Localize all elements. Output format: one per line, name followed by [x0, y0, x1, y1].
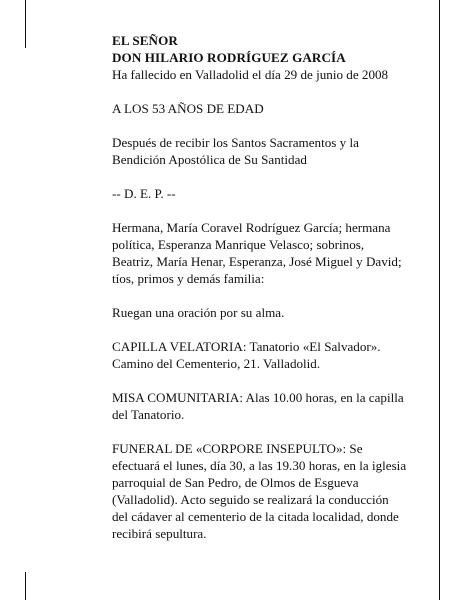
funeral-line-6: recibirá sepultura. — [112, 526, 207, 541]
frame-left-bottom-line — [25, 572, 26, 600]
death-notice — [112, 32, 417, 542]
funeral-line-1: FUNERAL DE «CORPORE INSEPULTO»: Se — [112, 441, 363, 456]
funeral-line-5: del cádaver al cementerio de la citada localidad, donde — [112, 509, 399, 524]
family-line-2: política, Esperanza Manrique Velasco; sobrinos, — [112, 237, 365, 252]
mass-line-1: MISA COMUNITARIA: Alas 10.00 horas, en la capilla — [112, 390, 404, 405]
prayer-line: Ruegan una oración por su alma. — [112, 305, 285, 320]
family-line-4: tíos, primos y demás familia: — [112, 271, 265, 286]
funeral-line-4: (Valladolid). Acto seguido se realizará la conducción — [112, 492, 389, 507]
frame-right-line — [439, 0, 440, 600]
chapel-line-1: CAPILLA VELATORIA: Tanatorio «El Salvador». — [112, 339, 381, 354]
mass-line-2: del Tanatorio. — [112, 407, 185, 422]
notice-title-line-2: DON HILARIO RODRÍGUEZ GARCÍA — [112, 50, 346, 65]
death-date-line: Ha fallecido en Valladolid el día 29 de junio de 2008 — [112, 67, 389, 82]
funeral-line-2: efectuará el lunes, día 30, a las 19.30 horas, en la iglesia — [112, 458, 407, 473]
family-line-1: Hermana, María Coravel Rodríguez García; hermana — [112, 220, 391, 235]
family-line-3: Beatriz, María Henar, Esperanza, José Miguel y David; — [112, 254, 402, 269]
age-line: A LOS 53 AÑOS DE EDAD — [112, 101, 264, 116]
frame-left-top-line — [25, 0, 26, 48]
funeral-line-3: parroquial de San Pedro, de Olmos de Esgueva — [112, 475, 359, 490]
notice-title-line-1: EL SEÑOR — [112, 33, 178, 48]
sacraments-line-2: Bendición Apostólica de Su Santidad — [112, 152, 307, 167]
chapel-line-2: Camino del Cementerio, 21. Valladolid. — [112, 356, 321, 371]
dep-line: -- D. E. P. -- — [112, 186, 176, 201]
sacraments-line-1: Después de recibir los Santos Sacramentos y la — [112, 135, 359, 150]
